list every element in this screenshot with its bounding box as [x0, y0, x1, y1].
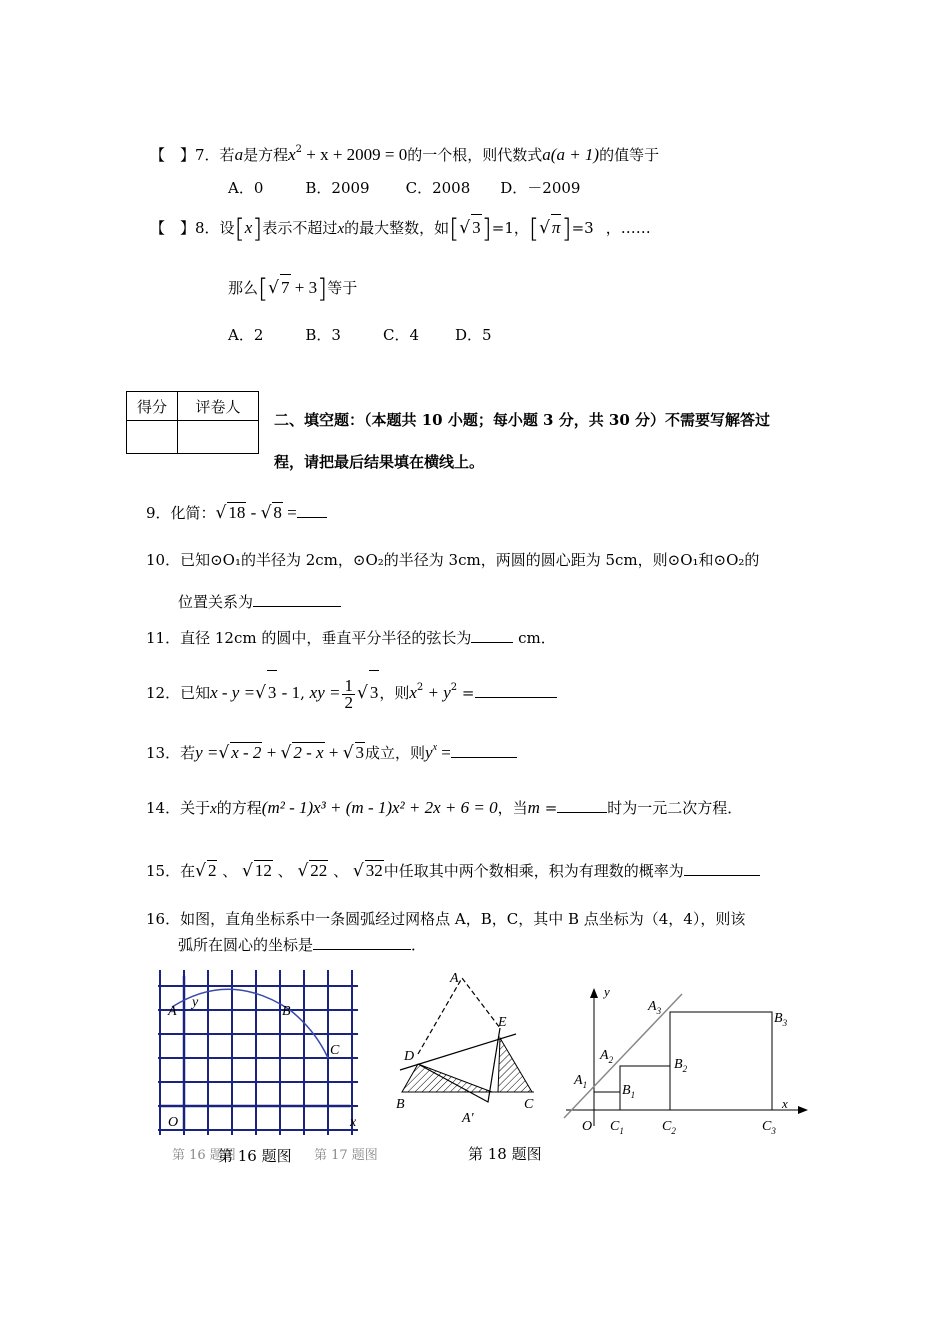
svg-text:D: D: [404, 1049, 415, 1064]
fig16-label-C: C: [330, 1043, 340, 1058]
q14-answer-blank[interactable]: [557, 798, 607, 813]
q12-answer-blank[interactable]: [475, 683, 557, 698]
q11-answer-blank[interactable]: [471, 628, 513, 643]
q16-line: 16．如图，直角坐标系中一条圆弧经过网格点 A，B，C，其中 B 点坐标为（4，4），则该: [146, 910, 746, 928]
figure-16: [150, 970, 370, 1140]
q15-line: 15．在√ 2 、 √ 12 、 √ 22 、 √ 32中任取其中两个数相乘，积为有理数的概率为: [146, 860, 760, 881]
svg-text:A2: $A_2$: [600, 1048, 614, 1065]
svg-text:B1: $B_1$: [622, 1083, 636, 1100]
q9-answer-blank[interactable]: [297, 503, 327, 518]
q11-line: 11．直径 12cm 的圆中，垂直平分半径的弦长为 cm．: [146, 629, 556, 647]
score-table: [126, 391, 259, 454]
q7-number: 【 】7．: [150, 146, 220, 164]
section2-heading: 二、填空题：（本题共 10 小题；每小题 3 分，共 30 分）不需要写解答过: [274, 411, 771, 429]
figure-17: [392, 966, 552, 1128]
svg-text:C2: $C_2$: [662, 1119, 676, 1136]
q8-option-c: C．4: [382, 326, 419, 344]
q14-line: 14．关于x的方程(m² - 1)x³ + (m - 1)x² + 2x + 6 = 0，当m = 时为一元二次方程．: [146, 798, 743, 817]
q7-option-a: A．0: [228, 179, 264, 197]
svg-text:A: A: [450, 971, 459, 986]
grader-cell[interactable]: [178, 421, 259, 454]
score-header: 得分: [127, 392, 178, 421]
q8-line: 【 】8．设[x]表示不超过x的最大整数，如[√ 3]=1，[√ π]=3 ，……: [150, 214, 651, 244]
fig18-line: [564, 994, 682, 1118]
svg-text:A3: $A_3$: [648, 999, 662, 1016]
q7-option-c: C．2008: [405, 179, 471, 197]
caption-18: 第 18 题图: [468, 1145, 542, 1163]
q7-line: 【 】7．若a是方程$x^2 + x + 2009 = 0$的一个根，则代数式a(a + 1)的值等于: [150, 144, 660, 164]
fig16-label-B: B: [282, 1004, 291, 1019]
svg-text:A1: $A_1$: [574, 1073, 588, 1090]
fig16-label-O: O: [168, 1115, 179, 1130]
score-cell[interactable]: [127, 421, 178, 454]
fig16-label-x: x: [350, 1115, 357, 1130]
q8-line2: 那么[√ 7 + 3]等于: [228, 274, 358, 304]
q16-line2: 弧所在圆心的坐标是 ．: [178, 936, 427, 954]
figure-18: [560, 986, 810, 1142]
grader-header: 评卷人: [178, 392, 259, 421]
svg-text:B3: $B_3$: [774, 1011, 788, 1028]
q8-options: [228, 325, 492, 345]
fig16-label-A: A: [168, 1004, 177, 1019]
q10-answer-blank[interactable]: [253, 592, 341, 607]
q10-line2: 位置关系为: [178, 592, 341, 612]
q13-line: 13．若y =√ x - 2 + √ 2 - x + √ 3成立，则$y^x$ =: [146, 738, 517, 763]
q12-line: 12．已知x - y =√ 3 - 1, xy = $\frac{1}{2}$ √ 3，则$x^2 + y^2$ =: [146, 666, 557, 710]
svg-text:B2: $B_2$: [674, 1057, 688, 1074]
caption-16: 第 16 题图: [218, 1147, 292, 1165]
q7-options: [228, 178, 580, 198]
svg-text:y: y: [604, 986, 610, 999]
q8-option-a: A．2: [228, 326, 264, 344]
q10-line: 10．已知⊙O₁的半径为 2cm，⊙O₂的半径为 3cm，两圆的圆心距为 5cm，则⊙O₁和⊙O₂的: [146, 551, 760, 569]
svg-text:x: x: [782, 1096, 788, 1111]
q7-option-d: D．－2009: [500, 179, 581, 197]
caption-16-ghost: 第 16 题图: [172, 1148, 236, 1163]
svg-text:A': A': [462, 1111, 474, 1126]
fig17-shaded-right: [498, 1038, 532, 1092]
svg-text:E: E: [498, 1015, 507, 1030]
q13-answer-blank[interactable]: [451, 743, 517, 758]
svg-text:B: B: [396, 1097, 405, 1112]
svg-text:O: O: [582, 1119, 593, 1134]
q15-answer-blank[interactable]: [684, 861, 760, 876]
section2-heading-line2: 程，请把最后结果填在横线上。: [274, 453, 485, 471]
q8-option-b: B．3: [305, 326, 341, 344]
fig16-label-y: y: [192, 995, 199, 1010]
svg-text:C3: $C_3$: [762, 1119, 776, 1136]
caption-17-ghost: 第 17 题图: [314, 1148, 378, 1163]
q7-option-b: B．2009: [305, 179, 370, 197]
svg-text:C: C: [524, 1097, 534, 1112]
q9-line: 9．化简：√ 18 - √ 8 =: [146, 502, 327, 523]
fig17-shaded-left: [402, 1064, 492, 1092]
svg-text:C1: $C_1$: [610, 1119, 624, 1136]
q8-option-d: D．5: [455, 326, 492, 344]
q16-answer-blank[interactable]: [313, 935, 411, 950]
